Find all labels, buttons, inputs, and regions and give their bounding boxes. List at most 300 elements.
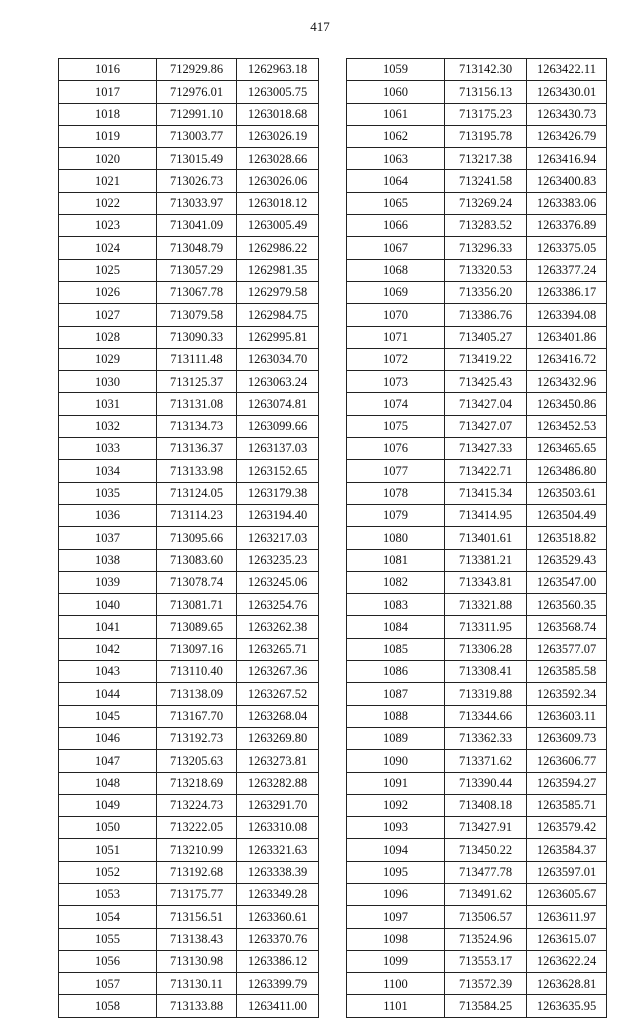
y-coordinate-cell: 1263273.81: [237, 750, 319, 772]
table-row: [59, 817, 319, 839]
point-number-cell: 1058: [59, 995, 157, 1017]
point-number-cell: 1065: [347, 192, 445, 214]
point-number-cell: 1084: [347, 616, 445, 638]
y-coordinate-cell: 1263349.28: [237, 883, 319, 905]
y-coordinate-cell: 1263265.71: [237, 638, 319, 660]
y-coordinate-cell: 1263560.35: [527, 594, 607, 616]
x-coordinate-cell: 713414.95: [445, 504, 527, 526]
y-coordinate-cell: 1262963.18: [237, 59, 319, 81]
y-coordinate-cell: 1263005.49: [237, 215, 319, 237]
y-coordinate-cell: 1263577.07: [527, 638, 607, 660]
point-number-cell: 1034: [59, 460, 157, 482]
y-coordinate-cell: 1263547.00: [527, 571, 607, 593]
y-coordinate-cell: 1263321.63: [237, 839, 319, 861]
page-number: 417: [310, 19, 330, 34]
y-coordinate-cell: 1263399.79: [237, 973, 319, 995]
table-row: [347, 348, 607, 370]
table-row: [347, 304, 607, 326]
x-coordinate-cell: 713419.22: [445, 348, 527, 370]
point-number-cell: 1024: [59, 237, 157, 259]
x-coordinate-cell: 713081.71: [157, 594, 237, 616]
y-coordinate-cell: 1263416.94: [527, 148, 607, 170]
x-coordinate-cell: 713192.73: [157, 727, 237, 749]
table-row: [347, 594, 607, 616]
y-coordinate-cell: 1263611.97: [527, 906, 607, 928]
point-number-cell: 1087: [347, 683, 445, 705]
y-coordinate-cell: 1263338.39: [237, 861, 319, 883]
point-number-cell: 1018: [59, 103, 157, 125]
y-coordinate-cell: 1262995.81: [237, 326, 319, 348]
x-coordinate-cell: 713089.65: [157, 616, 237, 638]
table-row: [59, 683, 319, 705]
table-row: [59, 371, 319, 393]
x-coordinate-cell: 713408.18: [445, 794, 527, 816]
table-row: [59, 348, 319, 370]
x-coordinate-cell: 713506.57: [445, 906, 527, 928]
x-coordinate-cell: 713308.41: [445, 661, 527, 683]
y-coordinate-cell: 1263386.12: [237, 950, 319, 972]
point-number-cell: 1035: [59, 482, 157, 504]
x-coordinate-cell: 713142.30: [445, 59, 527, 81]
x-coordinate-cell: 713320.53: [445, 259, 527, 281]
point-number-cell: 1043: [59, 661, 157, 683]
y-coordinate-cell: 1263370.76: [237, 928, 319, 950]
y-coordinate-cell: 1263635.95: [527, 995, 607, 1017]
point-number-cell: 1062: [347, 125, 445, 147]
x-coordinate-cell: 713217.38: [445, 148, 527, 170]
table-row: [347, 861, 607, 883]
y-coordinate-cell: 1263034.70: [237, 348, 319, 370]
x-coordinate-cell: 713450.22: [445, 839, 527, 861]
table-row: [347, 950, 607, 972]
point-number-cell: 1090: [347, 750, 445, 772]
table-row: [59, 304, 319, 326]
table-row: [347, 281, 607, 303]
table-row: [347, 883, 607, 905]
point-number-cell: 1067: [347, 237, 445, 259]
x-coordinate-cell: 713130.11: [157, 973, 237, 995]
point-number-cell: 1075: [347, 415, 445, 437]
x-coordinate-cell: 713067.78: [157, 281, 237, 303]
x-coordinate-cell: 713136.37: [157, 438, 237, 460]
y-coordinate-cell: 1262984.75: [237, 304, 319, 326]
x-coordinate-cell: 713125.37: [157, 371, 237, 393]
point-number-cell: 1100: [347, 973, 445, 995]
table-row: [59, 59, 319, 81]
y-coordinate-cell: 1263529.43: [527, 549, 607, 571]
x-coordinate-cell: 713224.73: [157, 794, 237, 816]
table-row: [59, 705, 319, 727]
y-coordinate-cell: 1263152.65: [237, 460, 319, 482]
x-coordinate-cell: 713306.28: [445, 638, 527, 660]
point-number-cell: 1048: [59, 772, 157, 794]
table-row: [347, 215, 607, 237]
point-number-cell: 1086: [347, 661, 445, 683]
y-coordinate-cell: 1263422.11: [527, 59, 607, 81]
x-coordinate-cell: 712929.86: [157, 59, 237, 81]
point-number-cell: 1042: [59, 638, 157, 660]
table-row: [347, 527, 607, 549]
y-coordinate-cell: 1263603.11: [527, 705, 607, 727]
table-row: [59, 928, 319, 950]
table-row: [59, 326, 319, 348]
y-coordinate-cell: 1263465.65: [527, 438, 607, 460]
point-number-cell: 1050: [59, 817, 157, 839]
point-number-cell: 1032: [59, 415, 157, 437]
x-coordinate-cell: 713057.29: [157, 259, 237, 281]
point-number-cell: 1016: [59, 59, 157, 81]
table-row: [59, 727, 319, 749]
table-row: [347, 772, 607, 794]
point-number-cell: 1053: [59, 883, 157, 905]
table-row: [59, 906, 319, 928]
y-coordinate-cell: 1263609.73: [527, 727, 607, 749]
point-number-cell: 1040: [59, 594, 157, 616]
table-row: [347, 326, 607, 348]
table-row: [347, 59, 607, 81]
table-row: [59, 950, 319, 972]
point-number-cell: 1064: [347, 170, 445, 192]
y-coordinate-cell: 1263430.73: [527, 103, 607, 125]
table-row: [59, 215, 319, 237]
table-row: [347, 371, 607, 393]
x-coordinate-cell: 713156.13: [445, 81, 527, 103]
y-coordinate-cell: 1263360.61: [237, 906, 319, 928]
point-number-cell: 1049: [59, 794, 157, 816]
point-number-cell: 1091: [347, 772, 445, 794]
y-coordinate-cell: 1263375.05: [527, 237, 607, 259]
y-coordinate-cell: 1263400.83: [527, 170, 607, 192]
point-number-cell: 1098: [347, 928, 445, 950]
table-row: [59, 839, 319, 861]
point-number-cell: 1073: [347, 371, 445, 393]
y-coordinate-cell: 1263310.08: [237, 817, 319, 839]
x-coordinate-cell: 713553.17: [445, 950, 527, 972]
x-coordinate-cell: 713205.63: [157, 750, 237, 772]
point-number-cell: 1047: [59, 750, 157, 772]
table-row: [59, 192, 319, 214]
x-coordinate-cell: 713033.97: [157, 192, 237, 214]
x-coordinate-cell: 713427.04: [445, 393, 527, 415]
y-coordinate-cell: 1263018.12: [237, 192, 319, 214]
y-coordinate-cell: 1263579.42: [527, 817, 607, 839]
table-row: [347, 103, 607, 125]
x-coordinate-cell: 713124.05: [157, 482, 237, 504]
x-coordinate-cell: 713097.16: [157, 638, 237, 660]
x-coordinate-cell: 713321.88: [445, 594, 527, 616]
point-number-cell: 1017: [59, 81, 157, 103]
y-coordinate-cell: 1263383.06: [527, 192, 607, 214]
table-row: [59, 281, 319, 303]
point-number-cell: 1082: [347, 571, 445, 593]
y-coordinate-cell: 1263585.58: [527, 661, 607, 683]
x-coordinate-cell: 713003.77: [157, 125, 237, 147]
table-row: [347, 571, 607, 593]
point-number-cell: 1076: [347, 438, 445, 460]
y-coordinate-cell: 1263430.01: [527, 81, 607, 103]
table-row: [347, 259, 607, 281]
x-coordinate-cell: 713241.58: [445, 170, 527, 192]
point-number-cell: 1074: [347, 393, 445, 415]
x-coordinate-cell: 713156.51: [157, 906, 237, 928]
table-row: [59, 81, 319, 103]
point-number-cell: 1033: [59, 438, 157, 460]
point-number-cell: 1044: [59, 683, 157, 705]
y-coordinate-cell: 1263411.00: [237, 995, 319, 1017]
y-coordinate-cell: 1263026.19: [237, 125, 319, 147]
point-number-cell: 1046: [59, 727, 157, 749]
y-coordinate-cell: 1263137.03: [237, 438, 319, 460]
x-coordinate-cell: 713138.43: [157, 928, 237, 950]
table-row: [347, 750, 607, 772]
y-coordinate-cell: 1262981.35: [237, 259, 319, 281]
table-row: [347, 817, 607, 839]
table-row: [59, 883, 319, 905]
y-coordinate-cell: 1263594.27: [527, 772, 607, 794]
x-coordinate-cell: 713095.66: [157, 527, 237, 549]
x-coordinate-cell: 713041.09: [157, 215, 237, 237]
x-coordinate-cell: 713371.62: [445, 750, 527, 772]
point-number-cell: 1022: [59, 192, 157, 214]
point-number-cell: 1092: [347, 794, 445, 816]
x-coordinate-cell: 713427.33: [445, 438, 527, 460]
table-row: [347, 727, 607, 749]
point-number-cell: 1069: [347, 281, 445, 303]
point-number-cell: 1060: [347, 81, 445, 103]
x-coordinate-cell: 713133.88: [157, 995, 237, 1017]
y-coordinate-cell: 1263262.38: [237, 616, 319, 638]
y-coordinate-cell: 1263291.70: [237, 794, 319, 816]
y-coordinate-cell: 1263584.37: [527, 839, 607, 861]
y-coordinate-cell: 1263486.80: [527, 460, 607, 482]
y-coordinate-cell: 1263585.71: [527, 794, 607, 816]
point-number-cell: 1071: [347, 326, 445, 348]
y-coordinate-cell: 1263074.81: [237, 393, 319, 415]
point-number-cell: 1079: [347, 504, 445, 526]
table-row: [347, 504, 607, 526]
x-coordinate-cell: 713572.39: [445, 973, 527, 995]
y-coordinate-cell: 1263018.68: [237, 103, 319, 125]
table-row: [347, 393, 607, 415]
point-number-cell: 1095: [347, 861, 445, 883]
x-coordinate-cell: 713026.73: [157, 170, 237, 192]
x-coordinate-cell: 713114.23: [157, 504, 237, 526]
point-number-cell: 1027: [59, 304, 157, 326]
x-coordinate-cell: 713210.99: [157, 839, 237, 861]
y-coordinate-cell: 1263282.88: [237, 772, 319, 794]
x-coordinate-cell: 713133.98: [157, 460, 237, 482]
y-coordinate-cell: 1263450.86: [527, 393, 607, 415]
y-coordinate-cell: 1263386.17: [527, 281, 607, 303]
table-row: [347, 81, 607, 103]
table-row: [347, 705, 607, 727]
x-coordinate-cell: 713344.66: [445, 705, 527, 727]
x-coordinate-cell: 713319.88: [445, 683, 527, 705]
point-number-cell: 1039: [59, 571, 157, 593]
table-row: [347, 192, 607, 214]
point-number-cell: 1025: [59, 259, 157, 281]
table-row: [347, 661, 607, 683]
x-coordinate-cell: 713283.52: [445, 215, 527, 237]
x-coordinate-cell: 713269.24: [445, 192, 527, 214]
point-number-cell: 1038: [59, 549, 157, 571]
x-coordinate-cell: 713110.40: [157, 661, 237, 683]
x-coordinate-cell: 713524.96: [445, 928, 527, 950]
point-number-cell: 1081: [347, 549, 445, 571]
x-coordinate-cell: 712991.10: [157, 103, 237, 125]
x-coordinate-cell: 713356.20: [445, 281, 527, 303]
y-coordinate-cell: 1263628.81: [527, 973, 607, 995]
point-number-cell: 1093: [347, 817, 445, 839]
x-coordinate-cell: 713079.58: [157, 304, 237, 326]
y-coordinate-cell: 1263503.61: [527, 482, 607, 504]
y-coordinate-cell: 1263615.07: [527, 928, 607, 950]
table-row: [347, 438, 607, 460]
table-row: [59, 438, 319, 460]
x-coordinate-cell: 713425.43: [445, 371, 527, 393]
point-number-cell: 1023: [59, 215, 157, 237]
point-number-cell: 1026: [59, 281, 157, 303]
x-coordinate-cell: 713090.33: [157, 326, 237, 348]
y-coordinate-cell: 1263245.06: [237, 571, 319, 593]
y-coordinate-cell: 1263394.08: [527, 304, 607, 326]
x-coordinate-cell: 713131.08: [157, 393, 237, 415]
table-row: [59, 638, 319, 660]
table-row: [347, 995, 607, 1017]
x-coordinate-cell: 713195.78: [445, 125, 527, 147]
point-number-cell: 1068: [347, 259, 445, 281]
table-row: [347, 839, 607, 861]
x-coordinate-cell: 713386.76: [445, 304, 527, 326]
table-row: [347, 460, 607, 482]
point-number-cell: 1096: [347, 883, 445, 905]
x-coordinate-cell: 713048.79: [157, 237, 237, 259]
x-coordinate-cell: 713405.27: [445, 326, 527, 348]
table-row: [347, 125, 607, 147]
table-row: [59, 482, 319, 504]
point-number-cell: 1063: [347, 148, 445, 170]
point-number-cell: 1028: [59, 326, 157, 348]
table-row: [59, 571, 319, 593]
point-number-cell: 1088: [347, 705, 445, 727]
point-number-cell: 1066: [347, 215, 445, 237]
table-row: [59, 460, 319, 482]
point-number-cell: 1021: [59, 170, 157, 192]
point-number-cell: 1019: [59, 125, 157, 147]
y-coordinate-cell: 1263194.40: [237, 504, 319, 526]
point-number-cell: 1055: [59, 928, 157, 950]
table-row: [59, 259, 319, 281]
y-coordinate-cell: 1263267.36: [237, 661, 319, 683]
table-row: [59, 170, 319, 192]
point-number-cell: 1072: [347, 348, 445, 370]
table-row: [347, 638, 607, 660]
point-number-cell: 1030: [59, 371, 157, 393]
x-coordinate-cell: 713415.34: [445, 482, 527, 504]
table-row: [347, 928, 607, 950]
x-coordinate-cell: 713422.71: [445, 460, 527, 482]
point-number-cell: 1057: [59, 973, 157, 995]
x-coordinate-cell: 713192.68: [157, 861, 237, 883]
y-coordinate-cell: 1263452.53: [527, 415, 607, 437]
x-coordinate-cell: 713175.23: [445, 103, 527, 125]
y-coordinate-cell: 1263005.75: [237, 81, 319, 103]
table-row: [347, 170, 607, 192]
point-number-cell: 1037: [59, 527, 157, 549]
y-coordinate-cell: 1263377.24: [527, 259, 607, 281]
y-coordinate-cell: 1263028.66: [237, 148, 319, 170]
y-coordinate-cell: 1263099.66: [237, 415, 319, 437]
y-coordinate-cell: 1263235.23: [237, 549, 319, 571]
x-coordinate-cell: 713222.05: [157, 817, 237, 839]
x-coordinate-cell: 713083.60: [157, 549, 237, 571]
y-coordinate-cell: 1263269.80: [237, 727, 319, 749]
point-number-cell: 1036: [59, 504, 157, 526]
x-coordinate-cell: 713130.98: [157, 950, 237, 972]
point-number-cell: 1097: [347, 906, 445, 928]
y-coordinate-cell: 1263063.24: [237, 371, 319, 393]
point-number-cell: 1080: [347, 527, 445, 549]
coordinates-table-right: [346, 58, 607, 1018]
table-row: [59, 973, 319, 995]
table-body: [347, 59, 607, 1018]
point-number-cell: 1051: [59, 839, 157, 861]
x-coordinate-cell: 713584.25: [445, 995, 527, 1017]
y-coordinate-cell: 1263605.67: [527, 883, 607, 905]
x-coordinate-cell: 713491.62: [445, 883, 527, 905]
y-coordinate-cell: 1262986.22: [237, 237, 319, 259]
point-number-cell: 1031: [59, 393, 157, 415]
y-coordinate-cell: 1263592.34: [527, 683, 607, 705]
table-row: [59, 661, 319, 683]
y-coordinate-cell: 1263179.38: [237, 482, 319, 504]
point-number-cell: 1099: [347, 950, 445, 972]
table-row: [59, 148, 319, 170]
x-coordinate-cell: 713218.69: [157, 772, 237, 794]
table-row: [59, 103, 319, 125]
y-coordinate-cell: 1262979.58: [237, 281, 319, 303]
y-coordinate-cell: 1263268.04: [237, 705, 319, 727]
table-row: [59, 237, 319, 259]
table-row: [59, 549, 319, 571]
y-coordinate-cell: 1263518.82: [527, 527, 607, 549]
y-coordinate-cell: 1263416.72: [527, 348, 607, 370]
coordinates-table-left: [58, 58, 319, 1018]
y-coordinate-cell: 1263432.96: [527, 371, 607, 393]
table-row: [347, 973, 607, 995]
y-coordinate-cell: 1263622.24: [527, 950, 607, 972]
table-row: [347, 794, 607, 816]
table-row: [347, 549, 607, 571]
table-row: [59, 504, 319, 526]
point-number-cell: 1045: [59, 705, 157, 727]
point-number-cell: 1083: [347, 594, 445, 616]
x-coordinate-cell: 713390.44: [445, 772, 527, 794]
table-row: [347, 237, 607, 259]
point-number-cell: 1089: [347, 727, 445, 749]
x-coordinate-cell: 713381.21: [445, 549, 527, 571]
point-number-cell: 1020: [59, 148, 157, 170]
point-number-cell: 1061: [347, 103, 445, 125]
table-row: [347, 616, 607, 638]
point-number-cell: 1054: [59, 906, 157, 928]
x-coordinate-cell: 713078.74: [157, 571, 237, 593]
table-row: [59, 750, 319, 772]
y-coordinate-cell: 1263568.74: [527, 616, 607, 638]
point-number-cell: 1085: [347, 638, 445, 660]
table-body: [59, 59, 319, 1018]
table-row: [347, 148, 607, 170]
